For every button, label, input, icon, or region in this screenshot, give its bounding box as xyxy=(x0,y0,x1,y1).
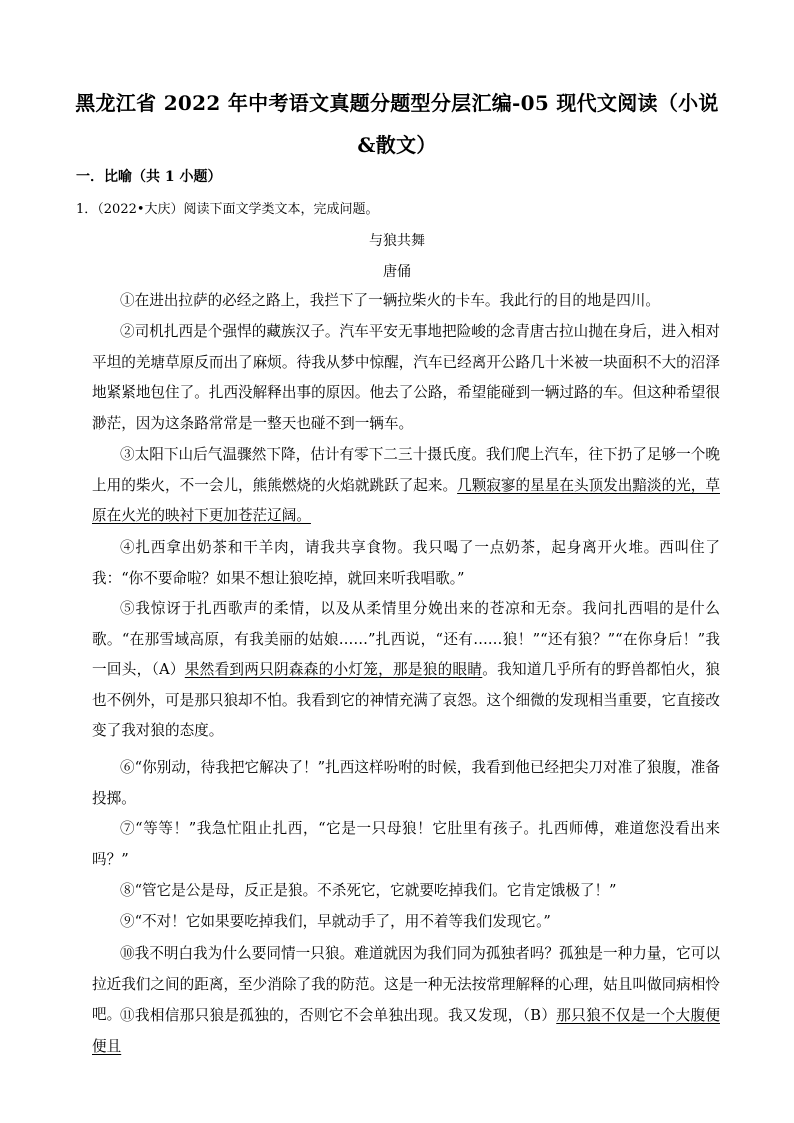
passage-title: 与狼共舞 xyxy=(369,233,425,249)
paragraph-7: ⑦“等等！”我急忙阻止扎西，“它是一只母狼！它肚里有孩子。扎西师傅，难道您没看出来吗？” xyxy=(92,820,720,868)
section-heading: 一．比喻（共 1 小题） xyxy=(76,169,222,185)
paragraph-5-text-c: 。我知道几乎所有的野兽都怕火，狼也不例外，可是那只狼却不怕。我看到它的神情充满了哀怨。这个细微的发现相当重要，它直接改变了我对狼的态度。 xyxy=(92,661,720,739)
question-source: （2022•大庆） xyxy=(97,202,184,217)
paragraph-10: ⑩我不明白我为什么要同情一只狼。难道就因为我们同为孤独者吗？孤独是一种力量，它可以拉近我们之间的距离，至少消除了我的防范。这是一种无法按常理解释的心理，姑且叫做同病相怜吧。 xyxy=(92,945,720,1023)
paragraph-11-text: ⑪我相信那只狼是孤独的，否则它不会单独出现。我又发现，（B） xyxy=(120,1007,557,1024)
question-instruction: 阅读下面文学类文本，完成问题。 xyxy=(183,202,379,217)
paragraph-5 xyxy=(92,594,720,747)
document-title: 黑龙江省 2022 年中考语文真题分题型分层汇编-05 现代文阅读（小说&散文） xyxy=(75,91,719,157)
paragraph-9: ⑨“不对！它如果要吃掉我们，早就动手了，用不着等我们发现它。” xyxy=(120,913,551,930)
underlined-sentence-a: 果然看到两只阴森森的小灯笼，那是狼的眼睛 xyxy=(184,661,483,678)
paragraph-3 xyxy=(92,440,720,532)
paragraph-6: ⑥“你别动，待我把它解决了！”扎西这样吩咐的时候，我看到他已经把尖刀对准了狼腹，准备投掷。 xyxy=(92,759,720,807)
paragraph-3-text: ③太阳下山后气温骤然下降，估计有零下二三十摄氏度。我们爬上汽车，往下扔了足够一个晚上用的柴火，不一会儿，熊熊燃烧的火焰就跳跃了起来。 xyxy=(92,446,720,494)
paragraph-5-text-a: ⑤我惊讶于扎西歌声的柔情，以及从柔情里分娩出来的苍凉和无奈。我问扎西唱的是什么歌。“在那雪域高原，有我美丽的姑娘……”扎西说，“还有……狼！”“还有狼？”“在你身后！”我一回头，（A） xyxy=(92,600,720,678)
question-number: 1． xyxy=(76,202,98,217)
paragraph-2: ②司机扎西是个强悍的藏族汉子。汽车平安无事地把险峻的念青唐古拉山抛在身后，进入相对平坦的羌塘草原反而出了麻烦。待我从梦中惊醒，汽车已经离开公路几十米被一块面积不大的沼泽地紧紧地包住了。扎西没解释出事的原因。他去了公路，希望能碰到一辆过路的车。但这种希望很渺茫，因为这条路常常是一整天也碰不到一辆车。 xyxy=(92,323,720,432)
paragraph-4: ④扎西拿出奶茶和干羊肉，请我共享食物。我只喝了一点奶茶，起身离开火堆。西叫住了我：“你不要命啦？如果不想让狼吃掉，就回来听我唱歌。” xyxy=(92,539,720,587)
passage-author: 唐俑 xyxy=(383,264,411,280)
underlined-sentence-b: 那只狼不仅是一个大腹便便且 xyxy=(92,1007,720,1055)
underlined-sentence-stars: 几颗寂寥的星星在头顶发出黯淡的光，草原在火光的映衬下更加苍茫辽阔。 xyxy=(92,476,720,524)
paragraph-8: ⑧“管它是公是母，反正是狼。不杀死它，它就要吃掉我们。它肯定饿极了！” xyxy=(120,882,617,899)
paragraph-1: ①在进出拉萨的必经之路上，我拦下了一辆拉柴火的卡车。我此行的目的地是四川。 xyxy=(120,292,660,309)
question-line xyxy=(76,198,379,217)
paragraph-11 xyxy=(92,1001,720,1055)
